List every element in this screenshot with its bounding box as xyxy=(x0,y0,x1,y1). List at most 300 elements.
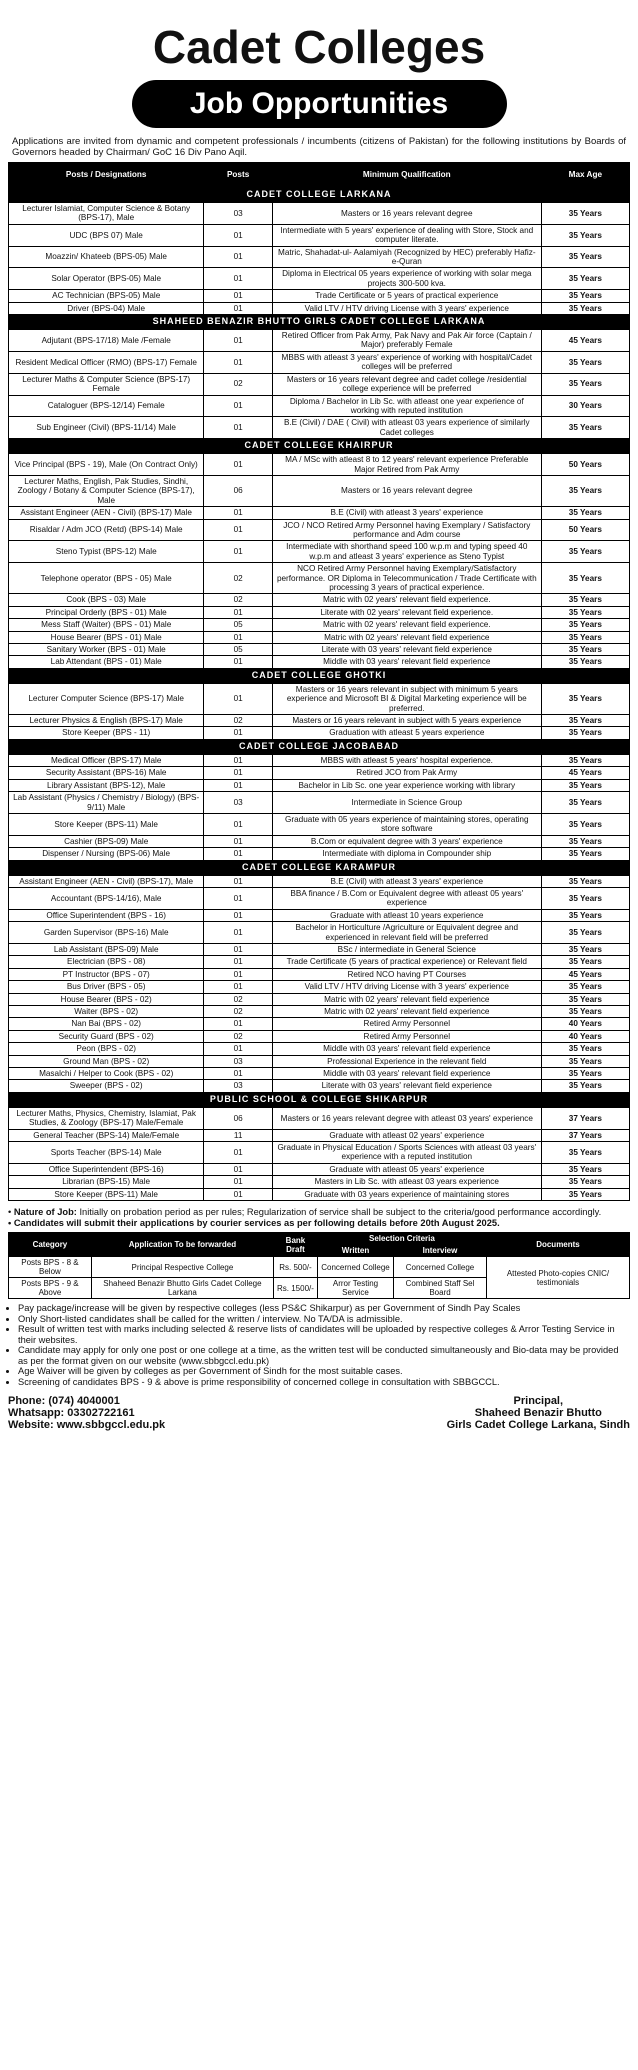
job-post-cell: Security Assistant (BPS-16) Male xyxy=(9,767,204,779)
header-posts-designations: Posts / Designations xyxy=(9,163,204,188)
page-title: Cadet Colleges xyxy=(152,21,486,73)
job-count-cell: 06 xyxy=(204,475,273,506)
job-qualification-cell: Retired Officer from Pak Army, Pak Navy and Pak Air force (Captain / Major) preferably Female xyxy=(272,330,541,352)
job-row xyxy=(9,943,630,955)
job-row xyxy=(9,956,630,968)
job-count-cell: 01 xyxy=(204,395,273,417)
job-row xyxy=(9,224,630,246)
job-qualification-cell: Literate with 02 years' relevant field experience. xyxy=(272,606,541,618)
job-age-cell: 35 Years xyxy=(541,1043,629,1055)
section-title: PUBLIC SCHOOL & COLLEGE SHIKARPUR xyxy=(9,1092,630,1107)
job-post-cell: Solar Operator (BPS-05) Male xyxy=(9,268,204,290)
job-post-cell: Sub Engineer (Civil) (BPS-11/14) Male xyxy=(9,417,204,439)
job-row xyxy=(9,968,630,980)
notes-block xyxy=(8,1207,630,1228)
job-qualification-cell: Middle with 03 years' relevant field experience xyxy=(272,656,541,668)
job-post-cell: Resident Medical Officer (RMO) (BPS-17) Female xyxy=(9,351,204,373)
job-post-cell: General Teacher (BPS-14) Male/Female xyxy=(9,1129,204,1141)
job-count-cell: 06 xyxy=(204,1107,273,1129)
job-qualification-cell: B.E (Civil) with atleast 3 years' experience xyxy=(272,875,541,887)
job-row xyxy=(9,875,630,887)
signatory-line-3: Girls Cadet College Larkana, Sindh xyxy=(446,1419,630,1432)
job-row xyxy=(9,351,630,373)
job-qualification-cell: Literate with 03 years' relevant field experience xyxy=(272,1080,541,1092)
job-age-cell: 35 Years xyxy=(541,224,629,246)
job-post-cell: Mess Staff (Waiter) (BPS - 01) Male xyxy=(9,619,204,631)
job-qualification-cell: Matric with 02 years' relevant field experience xyxy=(272,631,541,643)
job-count-cell: 01 xyxy=(204,943,273,955)
job-age-cell: 50 Years xyxy=(541,454,629,476)
signatory-title: Principal, xyxy=(513,1395,564,1408)
job-qualification-cell: Matric, Shahadat-ul- Aalamiyah (Recognized by HEC) preferably Hafiz-e-Quran xyxy=(272,246,541,268)
job-row xyxy=(9,887,630,909)
section-header-row xyxy=(9,315,630,330)
job-age-cell: 35 Years xyxy=(541,417,629,439)
job-row xyxy=(9,619,630,631)
job-count-cell: 01 xyxy=(204,981,273,993)
job-row xyxy=(9,1018,630,1030)
job-row xyxy=(9,1107,630,1129)
job-age-cell: 35 Years xyxy=(541,507,629,519)
job-qualification-cell: Literate with 03 years' relevant field experience xyxy=(272,644,541,656)
job-count-cell: 01 xyxy=(204,656,273,668)
job-qualification-cell: BSc / intermediate in General Science xyxy=(272,943,541,955)
job-count-cell: 01 xyxy=(204,909,273,921)
job-count-cell: 01 xyxy=(204,224,273,246)
job-age-cell: 35 Years xyxy=(541,203,629,225)
job-row xyxy=(9,454,630,476)
job-age-cell: 35 Years xyxy=(541,848,629,860)
job-post-cell: Peon (BPS - 02) xyxy=(9,1043,204,1055)
job-age-cell: 35 Years xyxy=(541,1188,629,1200)
job-age-cell: 50 Years xyxy=(541,519,629,541)
job-qualification-cell: Masters or 16 years relevant degree and cadet college /residential college experience will be preferred xyxy=(272,373,541,395)
section-header-row xyxy=(9,188,630,203)
job-post-cell: Ground Man (BPS - 02) xyxy=(9,1055,204,1067)
job-count-cell: 01 xyxy=(204,848,273,860)
nature-of-job: • Nature of Job: Initially on probation period as per rules; Regularization of service shall be subject to the criteria/good performance accordingly. xyxy=(8,1207,602,1218)
job-qualification-cell: Intermediate with diploma in Compounder ship xyxy=(272,848,541,860)
job-count-cell: 01 xyxy=(204,606,273,618)
job-qualification-cell: MBBS with atleast 3 years' experience of working with hospital/Cadet colleges will be preferred xyxy=(272,351,541,373)
job-qualification-cell: Bachelor in Horticulture /Agriculture or Equivalent degree and experienced in relevant field will be preferred xyxy=(272,922,541,944)
section-title: CADET COLLEGE JACOBABAD xyxy=(9,739,630,754)
phone: Phone: (074) 4040001 xyxy=(8,1395,120,1408)
job-row xyxy=(9,792,630,814)
job-post-cell: Lecturer Maths & Computer Science (BPS-17) Female xyxy=(9,373,204,395)
job-qualification-cell: Matric with 02 years' relevant field experience xyxy=(272,993,541,1005)
job-post-cell: Dispenser / Nursing (BPS-06) Male xyxy=(9,848,204,860)
job-age-cell: 35 Years xyxy=(541,302,629,314)
job-row xyxy=(9,541,630,563)
footer xyxy=(8,1395,630,1431)
job-post-cell: House Bearer (BPS - 02) xyxy=(9,993,204,1005)
job-age-cell: 35 Years xyxy=(541,268,629,290)
job-post-cell: Sanitary Worker (BPS - 01) Male xyxy=(9,644,204,656)
job-row xyxy=(9,922,630,944)
job-row xyxy=(9,835,630,847)
job-age-cell: 35 Years xyxy=(541,779,629,791)
job-age-cell: 35 Years xyxy=(541,619,629,631)
sel-cell: Posts BPS - 9 & Above xyxy=(9,1278,92,1299)
section-header-row xyxy=(9,860,630,875)
job-age-cell: 35 Years xyxy=(541,993,629,1005)
job-post-cell: Driver (BPS-04) Male xyxy=(9,302,204,314)
job-count-cell: 02 xyxy=(204,1030,273,1042)
job-count-cell: 01 xyxy=(204,887,273,909)
job-count-cell: 01 xyxy=(204,779,273,791)
whatsapp: Whatsapp: 03302722161 xyxy=(8,1407,135,1420)
job-row xyxy=(9,290,630,302)
job-count-cell: 02 xyxy=(204,1006,273,1018)
job-row xyxy=(9,683,630,714)
job-post-cell: Security Guard (BPS - 02) xyxy=(9,1030,204,1042)
job-post-cell: Moazzin/ Khateeb (BPS-05) Male xyxy=(9,246,204,268)
job-row xyxy=(9,417,630,439)
job-count-cell: 05 xyxy=(204,644,273,656)
nature-text: Initially on probation period as per rules; Regularization of service shall be subject to the criteria/good performance accordingly. xyxy=(79,1207,602,1218)
job-age-cell: 35 Years xyxy=(541,1055,629,1067)
job-age-cell: 45 Years xyxy=(541,968,629,980)
job-row xyxy=(9,1142,630,1164)
instruction-item: • Pay package/increase will be given by respective colleges (less PS&C Shikarpur) as per Government of Sindh Pay Scales xyxy=(18,1303,630,1314)
job-age-cell: 35 Years xyxy=(541,606,629,618)
job-row xyxy=(9,373,630,395)
job-qualification-cell: Trade Certificate (5 years of practical experience) or Relevant field xyxy=(272,956,541,968)
job-qualification-cell: Masters or 16 years relevant in subject with minimum 5 years experience and Microsoft BI & Digital Marketing experience will be preferred. xyxy=(272,683,541,714)
job-row xyxy=(9,1080,630,1092)
job-row xyxy=(9,715,630,727)
job-age-cell: 35 Years xyxy=(541,922,629,944)
header-max-age: Max Age xyxy=(541,163,629,188)
job-row xyxy=(9,754,630,766)
sel-header-criteria: Selection Criteria xyxy=(317,1233,486,1245)
job-post-cell: Assistant Engineer (AEN - Civil) (BPS-17) Male xyxy=(9,507,204,519)
job-qualification-cell: Professional Experience in the relevant field xyxy=(272,1055,541,1067)
job-post-cell: Sports Teacher (BPS-14) Male xyxy=(9,1142,204,1164)
sel-cell: Principal Respective College xyxy=(91,1257,273,1278)
job-qualification-cell: Graduate with atleast 05 years' experience xyxy=(272,1163,541,1175)
job-age-cell: 35 Years xyxy=(541,541,629,563)
sel-header-documents: Documents xyxy=(486,1233,629,1257)
signatory-line-2: Shaheed Benazir Bhutto xyxy=(474,1407,602,1420)
sel-documents: Attested Photo-copies CNIC/ testimonials xyxy=(486,1257,629,1299)
job-qualification-cell: Masters or 16 years relevant degree xyxy=(272,203,541,225)
job-qualification-cell: NCO Retired Army Personnel having Exemplary/Satisfactory performance. OR Diploma in Telecommunication / Trade Certificate with processing 3 years of practical experience. xyxy=(272,563,541,594)
job-row xyxy=(9,330,630,352)
instructions-list xyxy=(8,1303,630,1387)
job-row xyxy=(9,395,630,417)
jobs-table-header xyxy=(9,163,630,188)
job-post-cell: Store Keeper (BPS-11) Male xyxy=(9,813,204,835)
job-qualification-cell: Masters or 16 years relevant degree with atleast 03 years' experience xyxy=(272,1107,541,1129)
job-row xyxy=(9,644,630,656)
job-post-cell: Office Superintendent (BPS - 16) xyxy=(9,909,204,921)
section-title: CADET COLLEGE KHAIRPUR xyxy=(9,439,630,454)
sel-cell: Rs. 1500/- xyxy=(273,1278,317,1299)
job-post-cell: Lab Assistant (BPS-09) Male xyxy=(9,943,204,955)
job-age-cell: 35 Years xyxy=(541,875,629,887)
job-qualification-cell: Retired Army Personnel xyxy=(272,1030,541,1042)
job-opportunities-banner: Job Opportunities xyxy=(132,80,507,128)
job-qualification-cell: Intermediate with 5 years' experience of dealing with Store, Stock and computer literate. xyxy=(272,224,541,246)
job-count-cell: 02 xyxy=(204,715,273,727)
job-qualification-cell: Graduate with atleast 02 years' experience xyxy=(272,1129,541,1141)
job-row xyxy=(9,631,630,643)
job-age-cell: 35 Years xyxy=(541,792,629,814)
job-count-cell: 01 xyxy=(204,454,273,476)
job-age-cell: 35 Years xyxy=(541,290,629,302)
section-title: CADET COLLEGE GHOTKI xyxy=(9,668,630,683)
sel-header-bank-draft: Bank Draft xyxy=(273,1233,317,1257)
job-count-cell: 01 xyxy=(204,683,273,714)
job-post-cell: Risaldar / Adm JCO (Retd) (BPS-14) Male xyxy=(9,519,204,541)
job-qualification-cell: Masters or 16 years relevant degree xyxy=(272,475,541,506)
job-age-cell: 35 Years xyxy=(541,943,629,955)
advertisement-page xyxy=(8,22,630,1431)
job-count-cell: 01 xyxy=(204,968,273,980)
job-age-cell: 37 Years xyxy=(541,1129,629,1141)
job-row xyxy=(9,1030,630,1042)
job-count-cell: 01 xyxy=(204,1068,273,1080)
job-count-cell: 01 xyxy=(204,754,273,766)
sel-cell: Arror Testing Service xyxy=(317,1278,393,1299)
job-row xyxy=(9,656,630,668)
job-qualification-cell: Intermediate with shorthand speed 100 w.p.m and typing speed 40 w.p.m and atleast 3 years' experience as Steno Typist xyxy=(272,541,541,563)
job-qualification-cell: Intermediate in Science Group xyxy=(272,792,541,814)
job-post-cell: Vice Principal (BPS - 19), Male (On Contract Only) xyxy=(9,454,204,476)
jobs-table xyxy=(8,162,630,1201)
job-age-cell: 35 Years xyxy=(541,1006,629,1018)
sel-cell: Shaheed Benazir Bhutto Girls Cadet College Larkana xyxy=(91,1278,273,1299)
sel-header-written: Written xyxy=(317,1245,393,1257)
job-row xyxy=(9,1006,630,1018)
job-row xyxy=(9,727,630,739)
job-count-cell: 01 xyxy=(204,1142,273,1164)
job-age-cell: 35 Years xyxy=(541,956,629,968)
job-qualification-cell: Graduation with atleast 5 years experience xyxy=(272,727,541,739)
job-qualification-cell: JCO / NCO Retired Army Personnel having Exemplary / Satisfactory performance and Adm course xyxy=(272,519,541,541)
job-post-cell: House Bearer (BPS - 01) Male xyxy=(9,631,204,643)
job-age-cell: 35 Years xyxy=(541,631,629,643)
job-row xyxy=(9,475,630,506)
job-post-cell: Steno Typist (BPS-12) Male xyxy=(9,541,204,563)
job-post-cell: Lab Attendant (BPS - 01) Male xyxy=(9,656,204,668)
job-age-cell: 35 Years xyxy=(541,563,629,594)
job-post-cell: Librarian (BPS-15) Male xyxy=(9,1176,204,1188)
job-qualification-cell: Matric with 02 years' relevant field experience xyxy=(272,1006,541,1018)
section-header-row xyxy=(9,439,630,454)
job-qualification-cell: Graduate with 05 years experience of maintaining stores, operating store software xyxy=(272,813,541,835)
job-qualification-cell: Matric with 02 years' relevant field experience. xyxy=(272,619,541,631)
job-age-cell: 35 Years xyxy=(541,715,629,727)
job-qualification-cell: BBA finance / B.Com or Equivalent degree with atleast 05 years' experience xyxy=(272,887,541,909)
sel-cell: Concerned College xyxy=(394,1257,487,1278)
job-count-cell: 01 xyxy=(204,290,273,302)
job-row xyxy=(9,594,630,606)
jobs-table-body xyxy=(9,188,630,1201)
job-qualification-cell: Diploma / Bachelor in Lib Sc. with atleast one year experience of working with reputed institution xyxy=(272,395,541,417)
job-qualification-cell: Trade Certificate or 5 years of practical experience xyxy=(272,290,541,302)
job-post-cell: Cataloguer (BPS-12/14) Female xyxy=(9,395,204,417)
job-post-cell: Store Keeper (BPS - 11) xyxy=(9,727,204,739)
job-post-cell: Office Superintendent (BPS-16) xyxy=(9,1163,204,1175)
job-age-cell: 35 Years xyxy=(541,644,629,656)
job-qualification-cell: B.E (Civil) / DAE ( Civil) with atleast 03 years experience of similarly Cadet colleges xyxy=(272,417,541,439)
sel-header-interview: Interview xyxy=(394,1245,487,1257)
job-count-cell: 01 xyxy=(204,813,273,835)
header-posts: Posts xyxy=(204,163,273,188)
job-count-cell: 01 xyxy=(204,1163,273,1175)
job-post-cell: Lecturer Computer Science (BPS-17) Male xyxy=(9,683,204,714)
job-count-cell: 03 xyxy=(204,203,273,225)
job-qualification-cell: MBBS with atleast 5 years' hospital experience. xyxy=(272,754,541,766)
job-qualification-cell: Matric with 02 years' relevant field experience. xyxy=(272,594,541,606)
job-row xyxy=(9,246,630,268)
job-count-cell: 02 xyxy=(204,563,273,594)
job-count-cell: 01 xyxy=(204,727,273,739)
job-qualification-cell: Valid LTV / HTV driving License with 3 years' experience xyxy=(272,302,541,314)
job-row xyxy=(9,993,630,1005)
job-row xyxy=(9,519,630,541)
job-qualification-cell: Retired Army Personnel xyxy=(272,1018,541,1030)
job-post-cell: Masalchi / Helper to Cook (BPS - 02) xyxy=(9,1068,204,1080)
job-age-cell: 35 Years xyxy=(541,835,629,847)
section-title: SHAHEED BENAZIR BHUTTO GIRLS CADET COLLEGE LARKANA xyxy=(9,315,630,330)
job-count-cell: 01 xyxy=(204,1176,273,1188)
job-count-cell: 02 xyxy=(204,373,273,395)
courier-text: Candidates will submit their applications by courier services as per following details before 20th August 2025. xyxy=(13,1217,500,1228)
job-row xyxy=(9,1188,630,1200)
job-row xyxy=(9,981,630,993)
job-count-cell: 01 xyxy=(204,835,273,847)
job-age-cell: 37 Years xyxy=(541,1107,629,1129)
job-age-cell: 35 Years xyxy=(541,981,629,993)
job-row xyxy=(9,1068,630,1080)
job-qualification-cell: Masters in Lib Sc. with atleast 03 years experience xyxy=(272,1176,541,1188)
job-post-cell: Cashier (BPS-09) Male xyxy=(9,835,204,847)
job-row xyxy=(9,848,630,860)
job-age-cell: 40 Years xyxy=(541,1018,629,1030)
contact-block xyxy=(8,1395,165,1431)
instruction-item: • Candidate may apply for only one post or one college at a time, as the written test will be conducted simultaneously and Bio-data may be provided as per the format given on our website (www.sbbgccl.edu.pk) xyxy=(18,1345,630,1366)
job-qualification-cell: Graduate with atleast 10 years experience xyxy=(272,909,541,921)
job-row xyxy=(9,302,630,314)
job-row xyxy=(9,203,630,225)
job-age-cell: 35 Years xyxy=(541,351,629,373)
job-count-cell: 01 xyxy=(204,302,273,314)
job-post-cell: Lab Assistant (Physics / Chemistry / Biology) (BPS-9/11) Male xyxy=(9,792,204,814)
job-post-cell: AC Technician (BPS-05) Male xyxy=(9,290,204,302)
section-title: CADET COLLEGE KARAMPUR xyxy=(9,860,630,875)
job-post-cell: Lecturer Physics & English (BPS-17) Male xyxy=(9,715,204,727)
sel-cell: Rs. 500/- xyxy=(273,1257,317,1278)
job-post-cell: Garden Supervisor (BPS-16) Male xyxy=(9,922,204,944)
sel-header-category: Category xyxy=(9,1233,92,1257)
header-min-qualification: Minimum Qualification xyxy=(272,163,541,188)
job-qualification-cell: Masters or 16 years relevant in subject with 5 years experience xyxy=(272,715,541,727)
job-age-cell: 35 Years xyxy=(541,1142,629,1164)
intro-paragraph: Applications are invited from dynamic and competent professionals / incumbents (citizens of Pakistan) for the following institutions by Boards of Governors headed by Chairman/ GoC 16 Div Pano Aqil. xyxy=(12,136,626,158)
job-post-cell: Nan Bai (BPS - 02) xyxy=(9,1018,204,1030)
job-count-cell: 02 xyxy=(204,594,273,606)
job-post-cell: Lecturer Maths, Physics, Chemistry, Islamiat, Pak Studies, & Zoology (BPS-17) Male/Female xyxy=(9,1107,204,1129)
job-count-cell: 03 xyxy=(204,792,273,814)
job-post-cell: Accountant (BPS-14/16), Male xyxy=(9,887,204,909)
website-link[interactable]: Website: www.sbbgccl.edu.pk xyxy=(8,1419,166,1432)
job-age-cell: 30 Years xyxy=(541,395,629,417)
instruction-item: • Age Waiver will be given by colleges as per Government of Sindh for the most suitable cases. xyxy=(18,1366,630,1377)
job-qualification-cell: Valid LTV / HTV driving License with 3 years' experience xyxy=(272,981,541,993)
job-row xyxy=(9,563,630,594)
job-count-cell: 03 xyxy=(204,1080,273,1092)
sel-cell: Posts BPS - 8 & Below xyxy=(9,1257,92,1278)
job-age-cell: 45 Years xyxy=(541,330,629,352)
job-post-cell: Library Assistant (BPS-12), Male xyxy=(9,779,204,791)
job-age-cell: 35 Years xyxy=(541,909,629,921)
job-post-cell: Waiter (BPS - 02) xyxy=(9,1006,204,1018)
job-age-cell: 35 Years xyxy=(541,683,629,714)
job-count-cell: 01 xyxy=(204,1018,273,1030)
job-post-cell: Principal Orderly (BPS - 01) Male xyxy=(9,606,204,618)
job-post-cell: Lecturer Islamiat, Computer Science & Botany (BPS-17), Male xyxy=(9,203,204,225)
job-post-cell: Telephone operator (BPS - 05) Male xyxy=(9,563,204,594)
job-count-cell: 01 xyxy=(204,1188,273,1200)
selection-row xyxy=(9,1257,630,1278)
sel-cell: Concerned College xyxy=(317,1257,393,1278)
job-age-cell: 35 Years xyxy=(541,373,629,395)
job-count-cell: 01 xyxy=(204,246,273,268)
job-row xyxy=(9,268,630,290)
signatory-block xyxy=(447,1395,630,1431)
job-qualification-cell: MA / MSc with atleast 8 to 12 years' relevant experience Preferable Major Retired from Pak Army xyxy=(272,454,541,476)
job-post-cell: Assistant Engineer (AEN - Civil) (BPS-17), Male xyxy=(9,875,204,887)
job-row xyxy=(9,1163,630,1175)
job-count-cell: 02 xyxy=(204,993,273,1005)
job-count-cell: 03 xyxy=(204,1055,273,1067)
job-qualification-cell: Retired JCO from Pak Army xyxy=(272,767,541,779)
job-qualification-cell: Graduate with 03 years experience of maintaining stores xyxy=(272,1188,541,1200)
instruction-item: • Result of written test with marks including selected & reserve lists of candidates will be uploaded by respective colleges & Arror Testing Service in their websites. xyxy=(18,1324,630,1345)
section-header-row xyxy=(9,668,630,683)
job-age-cell: 40 Years xyxy=(541,1030,629,1042)
job-qualification-cell: Diploma in Electrical 05 years experience of working with solar mega projects 300-500 kva. xyxy=(272,268,541,290)
job-count-cell: 01 xyxy=(204,631,273,643)
job-count-cell: 01 xyxy=(204,956,273,968)
selection-header-row xyxy=(9,1233,630,1245)
job-age-cell: 35 Years xyxy=(541,1163,629,1175)
job-age-cell: 35 Years xyxy=(541,594,629,606)
job-row xyxy=(9,507,630,519)
section-header-row xyxy=(9,1092,630,1107)
job-age-cell: 35 Years xyxy=(541,754,629,766)
job-count-cell: 01 xyxy=(204,330,273,352)
job-count-cell: 01 xyxy=(204,351,273,373)
job-count-cell: 01 xyxy=(204,268,273,290)
job-post-cell: Cook (BPS - 03) Male xyxy=(9,594,204,606)
job-post-cell: Adjutant (BPS-17/18) Male /Female xyxy=(9,330,204,352)
job-qualification-cell: B.E (Civil) with atleast 3 years' experience xyxy=(272,507,541,519)
job-row xyxy=(9,606,630,618)
job-post-cell: UDC (BPS 07) Male xyxy=(9,224,204,246)
job-age-cell: 35 Years xyxy=(541,887,629,909)
job-count-cell: 01 xyxy=(204,417,273,439)
selection-table xyxy=(8,1232,630,1299)
job-qualification-cell: Retired NCO having PT Courses xyxy=(272,968,541,980)
section-header-row xyxy=(9,739,630,754)
courier-note: • Candidates will submit their applications by courier services as per following details before 20th August 2025. xyxy=(8,1217,500,1228)
job-age-cell: 35 Years xyxy=(541,1080,629,1092)
